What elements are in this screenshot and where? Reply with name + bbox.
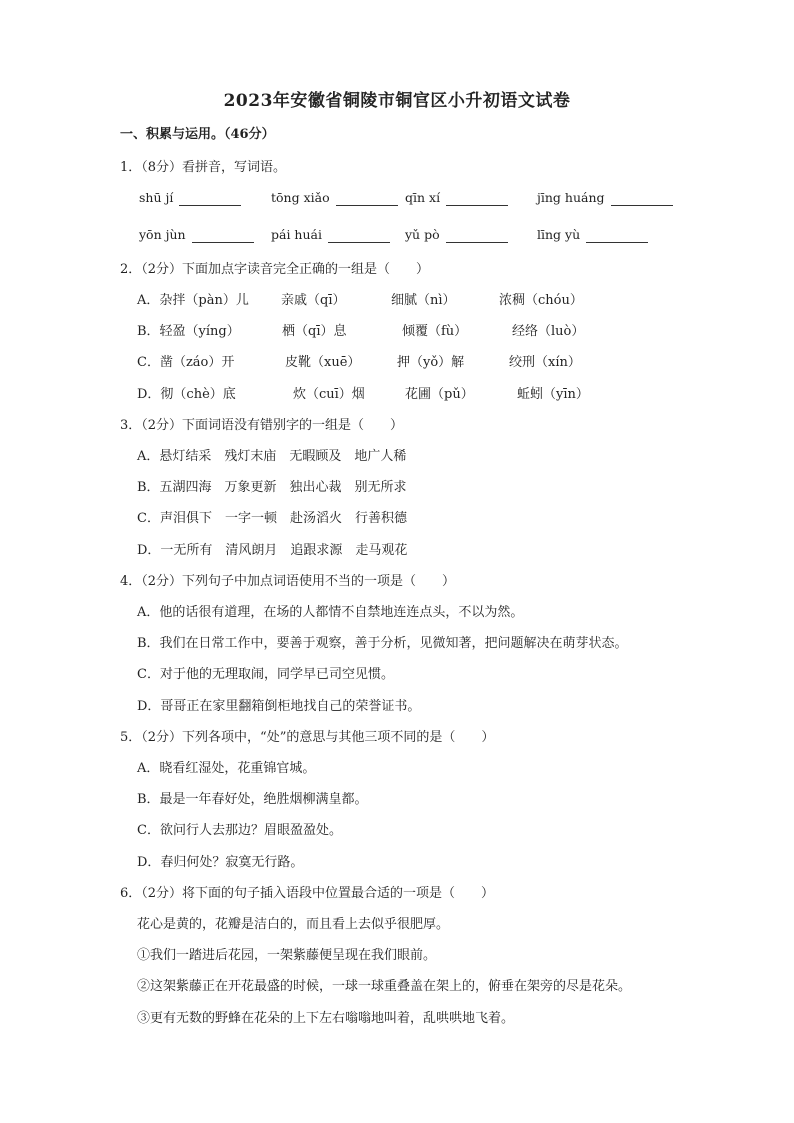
answer-blank[interactable]	[328, 229, 390, 243]
option-a[interactable]: A．晓看红湿处，花重锦官城。	[137, 761, 316, 776]
passage-sentence-2: ②这架紫藤正在开花最盛的时候，一球一球重叠盖在架上的，俯垂在架旁的尽是花朵。	[137, 979, 632, 994]
option-b[interactable]: B．五湖四海 万象更新 独出心裁 别无所求	[137, 480, 407, 495]
answer-blank[interactable]	[179, 192, 241, 206]
option-item: 押（yǒ）解	[397, 355, 465, 370]
option-d[interactable]: D．一无所有 清风朗月 追跟求源 走马观花	[137, 543, 408, 558]
answer-blank[interactable]	[192, 229, 254, 243]
section-heading: 一、积累与运用。（46分）	[120, 127, 275, 142]
question-6-stem: 6．（2分）将下面的句子插入语段中位置最合适的一项是（ ）	[120, 886, 495, 901]
option-item: 蚯蚓（yīn）	[517, 387, 589, 402]
pinyin-item: līng yù	[537, 227, 648, 243]
option-item: D．彻（chè）底	[137, 387, 236, 402]
pinyin-row-1	[139, 190, 673, 206]
option-c[interactable]: C．声泪俱下 一字一顿 赴汤滔火 行善积德	[137, 511, 407, 526]
answer-blank[interactable]	[586, 229, 648, 243]
option-item: 炊（cuī）烟	[293, 387, 365, 402]
passage-sentence-1: ①我们一踏进后花园，一架紫藤便呈现在我们眼前。	[137, 948, 437, 963]
option-item: 花圃（pǔ）	[405, 387, 474, 402]
option-a[interactable]: A．悬灯结采 残灯末庙 无暇顾及 地广人稀	[137, 449, 407, 464]
option-b[interactable]	[137, 320, 584, 339]
option-item: 栖（qī）息	[282, 324, 347, 339]
answer-blank[interactable]	[446, 192, 508, 206]
option-item: A．杂拌（pàn）儿	[137, 293, 249, 308]
question-4-stem: 4．（2分）下列句子中加点词语使用不当的一项是（ ）	[120, 574, 456, 589]
pinyin-item: tōng xiǎo	[271, 190, 405, 206]
option-d[interactable]: D．春归何处？寂寞无行路。	[137, 855, 304, 870]
option-item: 细腻（nì）	[391, 293, 456, 308]
option-d[interactable]: D．哥哥正在家里翻箱倒柜地找自己的荣誉证书。	[137, 699, 421, 714]
option-c[interactable]	[137, 351, 581, 370]
option-item: 倾覆（fù）	[402, 324, 468, 339]
question-5-stem: 5．（2分）下列各项中，“处”的意思与其他三项不同的是（ ）	[120, 730, 495, 745]
option-item: 绞刑（xín）	[509, 355, 581, 370]
passage-sentence-3: ③更有无数的野蜂在花朵的上下左右嗡嗡地叫着，乱哄哄地飞着。	[137, 1011, 515, 1026]
pinyin-row-2	[139, 227, 648, 243]
insert-sentence: 花心是黄的，花瓣是洁白的，而且看上去似乎很肥厚。	[137, 917, 450, 932]
exam-title: 2023年安徽省铜陵市铜官区小升初语文试卷	[223, 91, 571, 111]
answer-blank[interactable]	[336, 192, 398, 206]
option-item: 浓稠（chóu）	[499, 293, 583, 308]
question-3-stem: 3．（2分）下面词语没有错别字的一组是（ ）	[120, 418, 404, 433]
option-b[interactable]: B．最是一年春好处，绝胜烟柳满皇都。	[137, 792, 368, 807]
option-c[interactable]: C．欲问行人去那边？眉眼盈盈处。	[137, 823, 342, 838]
pinyin-item: qīn xí	[405, 190, 537, 206]
option-item: 皮靴（xuē）	[285, 355, 361, 370]
pinyin-item: jīng huáng	[537, 190, 673, 206]
option-item: B．轻盈（yíng）	[137, 324, 240, 339]
question-1-stem: 1．（8分）看拼音，写词语。	[120, 160, 287, 175]
pinyin-item: shū jí	[139, 190, 271, 206]
option-item: 经络（luò）	[512, 324, 585, 339]
answer-blank[interactable]	[446, 229, 508, 243]
pinyin-item: yōn jùn	[139, 227, 271, 243]
option-item: C．凿（záo）开	[137, 355, 235, 370]
option-a[interactable]	[137, 289, 583, 308]
option-a[interactable]: A．他的话很有道理，在场的人都情不自禁地连连点头，不以为然。	[137, 605, 524, 620]
option-item: 亲戚（qī）	[281, 293, 346, 308]
pinyin-item: pái huái	[271, 227, 405, 243]
option-d[interactable]	[137, 383, 589, 402]
question-2-stem: 2．（2分）下面加点字读音完全正确的一组是（ ）	[120, 262, 430, 277]
option-b[interactable]: B．我们在日常工作中，要善于观察，善于分析，见微知著，把问题解决在萌芽状态。	[137, 636, 628, 651]
option-c[interactable]: C．对于他的无理取闹，同学早已司空见惯。	[137, 667, 394, 682]
pinyin-item: yǔ pò	[405, 227, 537, 243]
answer-blank[interactable]	[611, 192, 673, 206]
